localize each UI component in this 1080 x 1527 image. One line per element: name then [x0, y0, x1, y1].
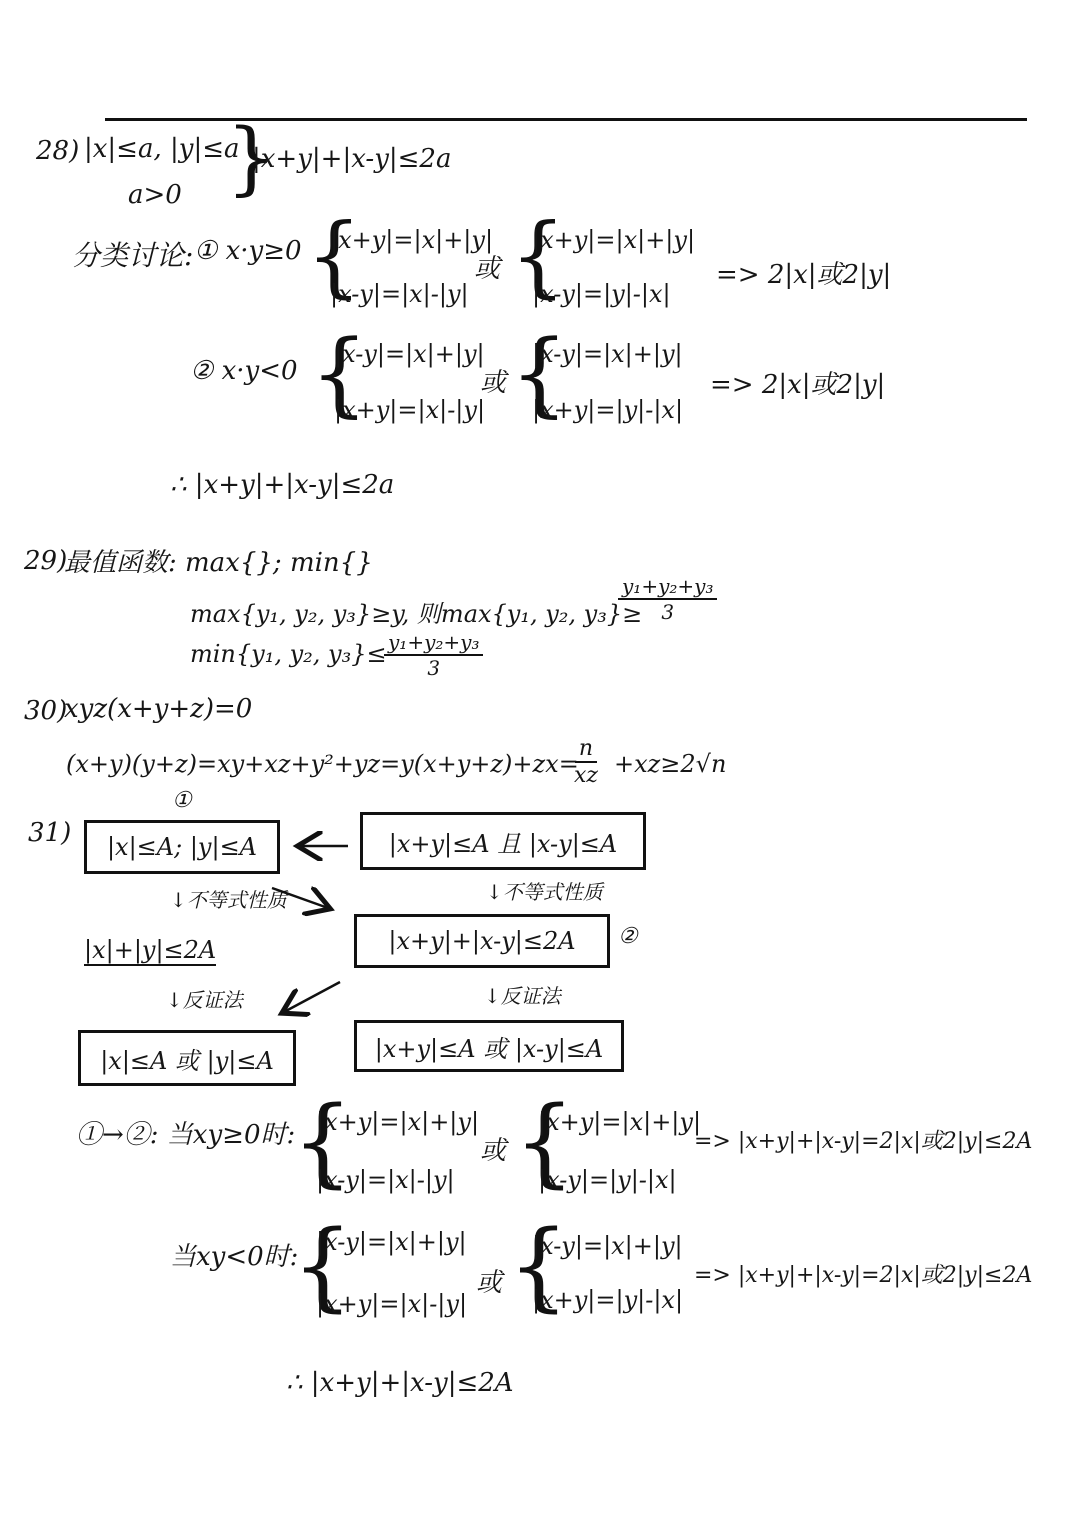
p31-mark-2: ② — [618, 924, 638, 949]
p28-case2-implication: => 2|x|或2|y| — [710, 370, 886, 400]
p31-c2-brace-b: { — [508, 1210, 570, 1322]
p31-mid-left-text: |x|+|y|≤2A — [84, 936, 217, 964]
p31-arrow-note-3: ↓反证法 — [166, 988, 243, 1012]
p31-c2-or: 或 — [476, 1268, 503, 1298]
p31-c1-implication: => |x+y|+|x-y|=2|x|或2|y|≤2A — [694, 1129, 1033, 1154]
problem-29-label: 29) — [24, 546, 68, 576]
problem-30-label: 30) — [24, 696, 68, 726]
p28-right-brace: } — [226, 111, 277, 204]
p28-case1-brace-b: { — [510, 204, 566, 307]
p30-line2b: +xz≥2√n — [614, 750, 727, 778]
p28-result: |x+y|+|x-y|≤2a — [252, 144, 452, 174]
p29-line2-numerator: y₁+y₂+y₃ — [384, 630, 483, 656]
p31-box-bottom-right-text: |x+y|≤A 或 |x-y|≤A — [374, 1034, 604, 1063]
p29-line2: min{y₁, y₂, y₃}≤ — [190, 640, 387, 668]
p31-arrow-note-1: ↓不等式性质 — [170, 888, 287, 912]
p28-case2-b2: |x+y|=|y|-|x| — [532, 396, 684, 424]
p29-line1-denominator: 3 — [661, 600, 675, 624]
p31-c2-a1: |x-y|=|x|+|y| — [316, 1228, 467, 1256]
p28-conclusion: ∴ |x+y|+|x-y|≤2a — [170, 470, 395, 500]
p31-box-top-left-text: |x|≤A; |y|≤A — [106, 833, 258, 861]
arrow-middle-to-bottom-left — [284, 982, 340, 1012]
arrow-top-left-to-middle — [272, 888, 328, 908]
p28-case2-a2: |x+y|=|x|-|y| — [334, 396, 486, 424]
p28-case1-brace-a: { — [306, 204, 362, 307]
p28-case2-label: ② x·y<0 — [190, 356, 298, 386]
p31-c1-b1: |x+y|=|x|+|y| — [538, 1108, 702, 1136]
p31-c1-brace-b: { — [514, 1086, 576, 1198]
p31-c1-a2: |x-y|=|x|-|y| — [316, 1166, 455, 1194]
p30-denominator: xz — [574, 763, 598, 788]
problem-31-label: 31) — [28, 818, 72, 848]
p31-box-top-right-text: |x+y|≤A 且 |x-y|≤A — [388, 829, 618, 858]
p31-case2-intro: 当xy<0时: — [170, 1242, 299, 1272]
p31-mark-1: ① — [172, 788, 192, 813]
p28-case1-or: 或 — [474, 254, 501, 284]
p29-title: 最值函数: max{}; min{} — [64, 548, 373, 578]
p28-case1-implication: => 2|x|或2|y| — [716, 260, 892, 290]
p31-c1-or: 或 — [480, 1136, 507, 1166]
p28-case2-b1: |x-y|=|x|+|y| — [532, 340, 683, 368]
p30-line2a: (x+y)(y+z)=xy+xz+y²+yz=y(x+y+z)+zx= — [66, 750, 579, 778]
p30-line1: xyz(x+y+z)=0 — [64, 694, 253, 724]
p28-condition-2: a>0 — [128, 180, 182, 210]
p31-c2-b2: |x+y|=|y|-|x| — [532, 1286, 684, 1314]
p28-case2-brace-a: { — [310, 320, 369, 427]
p31-arrow-note-4: ↓反证法 — [484, 984, 561, 1008]
p28-case2-or: 或 — [480, 368, 507, 398]
p31-arrow-note-2: ↓不等式性质 — [486, 880, 603, 904]
p31-c2-brace-a: { — [292, 1210, 354, 1322]
problem-28-label: 28) — [36, 136, 80, 166]
p31-c2-implication: => |x+y|+|x-y|=2|x|或2|y|≤2A — [694, 1263, 1033, 1288]
p31-c2-b1: |x-y|=|x|+|y| — [532, 1232, 683, 1260]
p28-case1-b2: |x-y|=|y|-|x| — [532, 280, 671, 308]
p30-numerator: n — [575, 736, 597, 763]
p29-line2-denominator: 3 — [427, 656, 441, 680]
p31-proof-intro: ①→②: 当xy≥0时: — [76, 1120, 296, 1150]
p28-condition-1: |x|≤a, |y|≤a — [84, 134, 240, 164]
p31-c1-a1: |x+y|=|x|+|y| — [316, 1108, 480, 1136]
p28-case1-b1: |x+y|=|x|+|y| — [532, 226, 696, 254]
p31-c1-brace-a: { — [292, 1086, 354, 1198]
p31-box-bottom-left-text: |x|≤A 或 |y|≤A — [100, 1046, 274, 1075]
p28-case1-a1: |x+y|=|x|+|y| — [330, 226, 494, 254]
p29-line1-numerator: y₁+y₂+y₃ — [618, 574, 717, 600]
p31-box-middle-text: |x+y|+|x-y|≤2A — [388, 927, 576, 955]
p29-line1: max{y₁, y₂, y₃}≥y, 则max{y₁, y₂, y₃}≥ — [190, 600, 643, 628]
p28-case2-brace-b: { — [510, 320, 569, 427]
p28-case1-label: ① x·y≥0 — [194, 236, 302, 266]
p28-case-intro: 分类讨论: — [72, 239, 194, 272]
p28-case2-a1: |x-y|=|x|+|y| — [334, 340, 485, 368]
p31-c1-b2: |x-y|=|y|-|x| — [538, 1166, 677, 1194]
p28-case1-a2: |x-y|=|x|-|y| — [330, 280, 469, 308]
p31-c2-a2: |x+y|=|x|-|y| — [316, 1290, 468, 1318]
p31-conclusion: ∴ |x+y|+|x-y|≤2A — [286, 1368, 514, 1398]
